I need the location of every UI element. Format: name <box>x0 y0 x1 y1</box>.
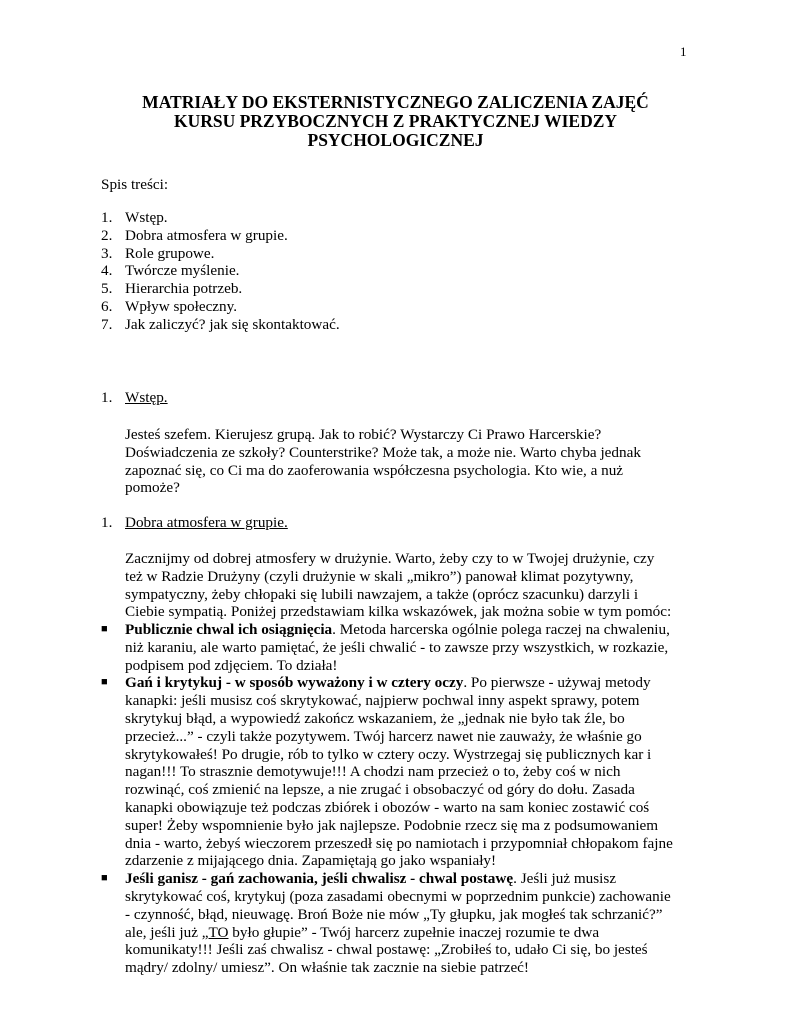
document-title <box>60 93 731 150</box>
toc-item <box>101 280 340 298</box>
toc-heading: Spis treści: <box>101 176 169 193</box>
text-line <box>125 924 673 942</box>
text-line: skrytykowałeś! Po drugie, rób to tylko w cztery oczy. Wystrzegaj się publicznych kar i <box>125 745 652 763</box>
text-line: zapoznać się, co Ci ma do zaoferowania współczesna psychologia. Kto wie, a nuż <box>125 461 624 479</box>
toc-item <box>101 245 340 263</box>
table-of-contents <box>101 209 340 334</box>
toc-item-number: 3. <box>101 244 113 262</box>
text-line: przecież...” - czyli także pozytywem. Twój harcerz nawet nie zauważy, że właśnie go <box>125 727 642 745</box>
list-item <box>101 870 673 977</box>
toc-item-number: 1. <box>101 209 113 226</box>
advice-list <box>101 621 673 977</box>
text-line: też w Radzie Drużyny (czyli drużynie w skali „mikro”) panował klimat pozytywny, <box>125 567 634 585</box>
title-line: MATRIAŁY DO EKSTERNISTYCZNEGO ZALICZENIA ZAJĘĆ <box>142 92 649 112</box>
square-bullet-icon: ■ <box>101 623 108 635</box>
toc-item <box>101 262 340 280</box>
toc-item <box>101 227 340 245</box>
text-line: kanapki: jeśli musisz coś skrytykować, najpierw pochwal inny aspekt sprawy, potem <box>125 692 640 710</box>
text-run: . Jeśli już musisz <box>513 870 617 888</box>
text-line: Doświadczenia ze szkoły? Counterstrike? Może tak, a może nie. Warto chyba jednak <box>125 443 641 461</box>
text-line: Ciebie sympatią. Poniżej przedstawiam kilka wskazówek, jak można sobie w tym pomóc: <box>125 603 672 621</box>
text-line: Zacznijmy od dobrej atmosfery w drużynie. Warto, żeby czy to w Twojej drużynie, czy <box>125 550 655 567</box>
toc-item-label: Hierarchia potrzeb. <box>125 280 243 298</box>
toc-item-number: 5. <box>101 280 113 298</box>
text-line: niż karaniu, ale warto pamiętać, że jeśli chwalić - to zawsze przy wszystkich, w rozkazie, <box>125 638 669 656</box>
section-intro-body <box>125 426 641 497</box>
toc-item-number: 7. <box>101 315 113 333</box>
text-line: mądry/ zdolny/ umiesz”. On właśnie tak zacznie na siebie patrzeć! <box>125 959 529 977</box>
toc-item <box>101 209 340 227</box>
section-number: 1. <box>101 514 113 531</box>
toc-item-number: 6. <box>101 297 113 315</box>
underlined-word: TO <box>208 923 229 941</box>
toc-item-label: Dobra atmosfera w grupie. <box>125 226 288 244</box>
toc-item <box>101 316 340 334</box>
text-line: skrytykuj błąd, a wypowiedź zakończ wskazaniem, że „jednak nie było tak źle, bo <box>125 709 625 727</box>
toc-item-label: Wstęp. <box>125 209 168 226</box>
text-line: skrytykować coś, krytykuj (poza zasadami obecnymi w poprzednim punkcie) zachowanie <box>125 887 671 905</box>
bold-lead: Publicznie chwal ich osiągnięcia <box>125 621 333 638</box>
toc-item-number: 4. <box>101 262 113 280</box>
text-line: rozwinąć, coś zmienić na lepsze, a nie zrugać i obsobaczyć od góry do dołu. Zasada <box>125 781 635 799</box>
toc-item-label: Role grupowe. <box>125 244 215 262</box>
text-line: komunikaty!!! Jeśli zaś chwalisz - chwal postawę: „Zrobiłeś to, udało Ci się, bo jesteś <box>125 941 648 959</box>
text-line: podpisem pod zdjęciem. To działa! <box>125 656 338 674</box>
section-number: 1. <box>101 389 113 406</box>
toc-item-label: Twórcze myślenie. <box>125 262 240 280</box>
text-run: . Metoda harcerska ogólnie polega raczej na chwaleniu, <box>332 621 670 638</box>
page-number: 1 <box>680 44 687 59</box>
title-line: PSYCHOLOGICZNEJ <box>307 130 484 150</box>
section-title: Wstęp. <box>125 389 168 406</box>
text-line: pomoże? <box>125 479 180 497</box>
text-line: - czynność, błąd, nieuwagę. Broń Boże nie mów „Ty głupku, jak mogłeś tak schrzanić?” <box>125 905 663 923</box>
text-run: ale, jeśli już „ <box>125 923 209 941</box>
text-line: super! Żeby wspomnienie było jak najlepsze. Podobnie rzecz się ma z podsumowaniem <box>125 816 659 834</box>
list-item <box>101 621 673 674</box>
square-bullet-icon: ■ <box>101 676 108 689</box>
title-line: KURSU PRZYBOCZNYCH Z PRAKTYCZNEJ WIEDZY <box>173 111 618 131</box>
toc-item-number: 2. <box>101 226 113 244</box>
square-bullet-icon: ■ <box>101 872 108 885</box>
text-line: nagan!!! To strasznie demotywuje!!! A chodzi nam przecież o to, żeby coś w nich <box>125 763 621 781</box>
text-run: było głupie” - Twój harcerz zupełnie inaczej rozumie te dwa <box>228 923 600 941</box>
section-title: Dobra atmosfera w grupie. <box>125 514 288 531</box>
bold-lead: Gań i krytykuj - w sposób wyważony i w cztery oczy <box>125 674 464 692</box>
text-line: kanapki obowiązuje też podczas zbiórek i obozów - warto na sam koniec zostawić coś <box>125 798 650 816</box>
section-atmosphere-body <box>125 550 671 621</box>
text-line: dnia - warto, żebyś wieczorem przeszedł się po namiotach i przypomniał chłopakom fajne <box>125 834 673 852</box>
text-line: sympatyczny, żeby chłopaki się lubili nawzajem, a także (oprócz szacunku) darzyli i <box>125 585 639 603</box>
bold-lead: Jeśli ganisz - gań zachowania, jeśli chwalisz - chwal postawę <box>125 870 514 888</box>
list-item <box>101 674 673 870</box>
toc-item-label: Jak zaliczyć? jak się skontaktować. <box>125 315 340 333</box>
text-line: zdarzenie z mijającego dnia. Zapamiętają go jako wspaniały! <box>125 852 497 870</box>
toc-item <box>101 298 340 316</box>
toc-item-label: Wpływ społeczny. <box>125 297 238 315</box>
text-run: . Po pierwsze - używaj metody <box>463 674 651 692</box>
text-line: Jesteś szefem. Kierujesz grupą. Jak to robić? Wystarczy Ci Prawo Harcerskie? <box>125 426 602 443</box>
